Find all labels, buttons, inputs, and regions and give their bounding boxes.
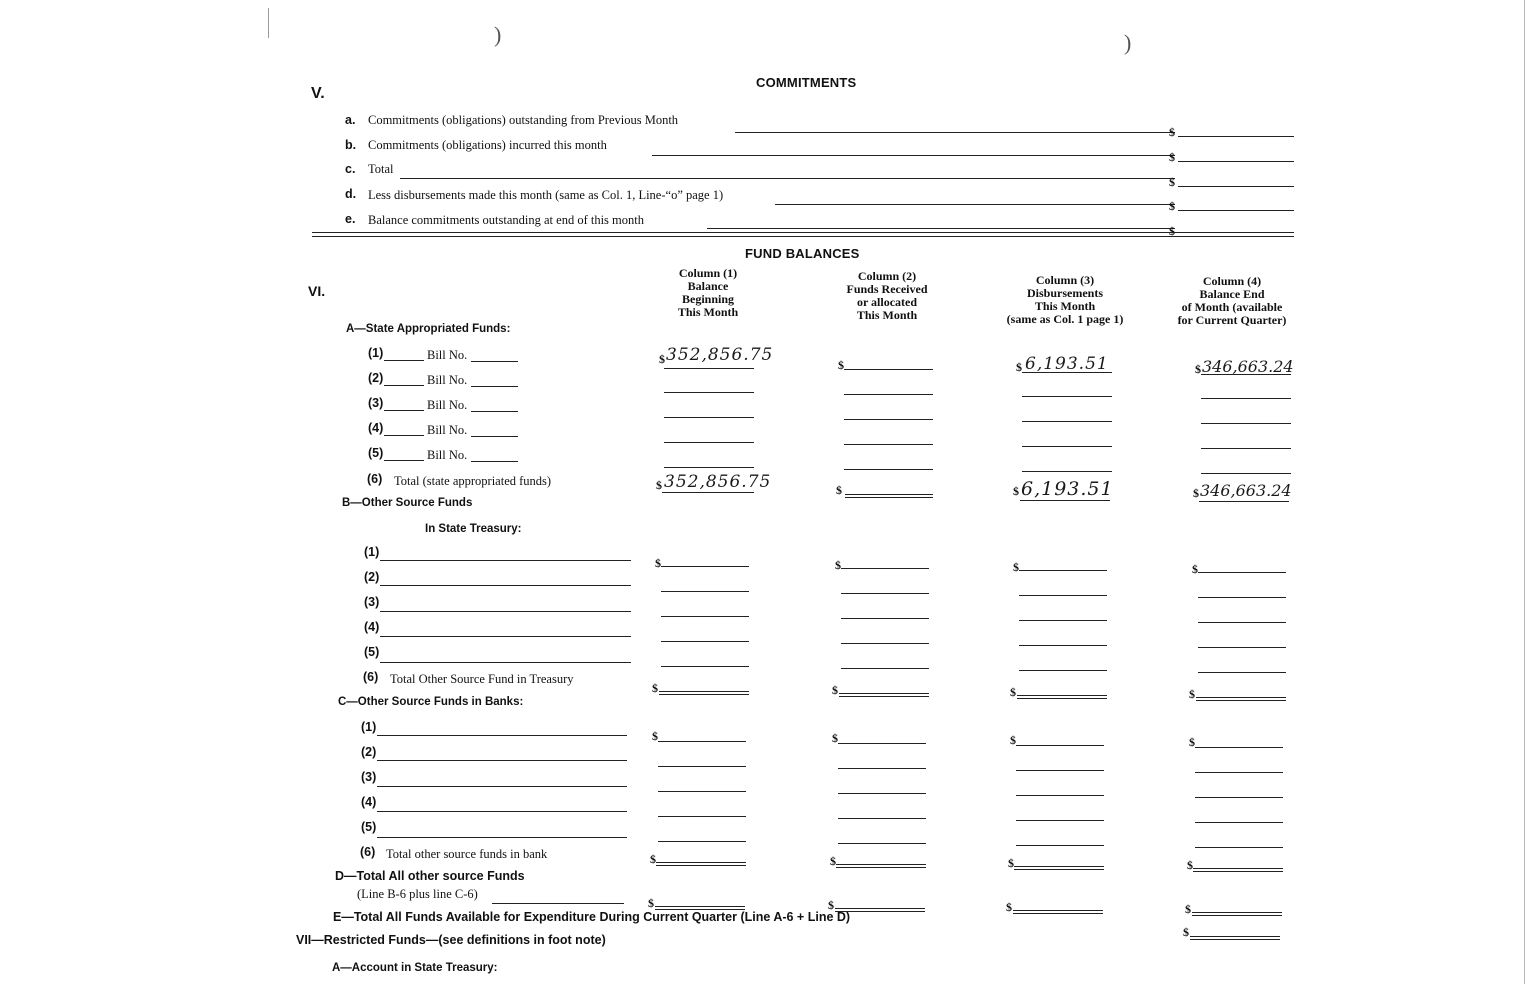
b-row-col3-field[interactable] [1019,570,1107,571]
b-row-number: (2) [364,570,380,584]
b-row-description-field[interactable] [380,636,631,637]
c-row-col2-field[interactable] [838,818,926,819]
a-row-leader [384,460,424,461]
b-row-col4-field[interactable] [1198,672,1286,673]
commit-letter-d: d. [345,187,357,201]
a-row-number: (4) [368,421,384,435]
a6-col4-value[interactable]: 346,663.24 [1200,481,1292,500]
a6-col3-value[interactable]: 6,193.51 [1021,478,1114,500]
b6-col2-dollar: $ [832,683,838,697]
section-b-sublabel: In State Treasury: [425,523,522,535]
commit-field-d[interactable] [1178,210,1294,211]
b6-col4-field-double [1196,700,1286,701]
c-row-description-field[interactable] [377,735,627,736]
a1-col3-dollar: $ [1016,360,1022,374]
section-d-sublabel: (Line B-6 plus line C-6) [357,887,478,901]
commitments-title: COMMITMENTS [756,75,857,90]
b-row-description-field[interactable] [380,611,631,612]
a-row-col2-field[interactable] [844,419,933,420]
a-row-col4-field[interactable] [1201,398,1291,399]
scan-edge-mark [268,8,269,38]
b6-col3-dollar: $ [1010,685,1016,699]
commit-leader-c [400,178,1175,179]
a-row-col2-field[interactable] [844,394,933,395]
d-col2-field-double [835,911,925,912]
a-row-col3-field[interactable] [1022,471,1112,472]
d-col1-field[interactable] [655,906,745,907]
column-3-header: Column (3) Disbursements This Month (same as Col. 1 page 1) [1006,273,1124,326]
a-row-leader [384,360,424,361]
c6-col3-field-double [1014,869,1104,870]
commit-field-a[interactable] [1178,136,1294,137]
c6-label: Total other source funds in bank [386,847,548,861]
b-row-col4-field[interactable] [1198,572,1286,573]
a1-col4-dollar: $ [1195,362,1201,376]
b-row-col3-field[interactable] [1019,645,1107,646]
a-row-col4-field[interactable] [1201,473,1291,474]
b-row-description-field[interactable] [380,662,631,663]
a-row-col4-underline [1201,374,1291,375]
a-row-text: Bill No. [427,423,468,437]
d-col3-field[interactable] [1013,910,1103,911]
c-row-number: (1) [361,720,377,734]
c-row-description-field[interactable] [377,760,627,761]
commit-text-a: Commitments (obligations) outstanding from Previous Month [368,113,679,127]
column-2-header: Column (2) Funds Received or allocated This Month [846,269,928,322]
b-row-col2-field[interactable] [841,643,929,644]
a-row-billno-field[interactable] [471,436,518,437]
b6-col1-dollar: $ [652,681,658,695]
a6-col2-field[interactable] [845,494,933,495]
b-row-col3-field[interactable] [1019,670,1107,671]
b-row-col2-dollar: $ [835,558,841,572]
a6-col1-dollar: $ [656,478,662,492]
a6-col3-dollar: $ [1013,484,1019,498]
section-e-label: E—Total All Funds Available for Expenditure During Current Quarter (Line A-6 + Line D) [333,910,851,924]
a-row-text: Bill No. [427,348,468,362]
a6-col1-underline [662,492,754,493]
c-row-number: (4) [361,795,377,809]
b-row-number: (3) [364,595,380,609]
c6-col2-field-double [836,867,926,868]
commit-leader-a [735,132,1175,133]
column-1-header: Column (1) Balance Beginning This Month [677,266,739,319]
d-col4-field-double [1192,915,1282,916]
b6-label: Total Other Source Fund in Treasury [390,672,574,686]
c6-col2-field[interactable] [836,864,926,865]
commit-dollar-a: $ [1169,125,1175,139]
c-row-col1-dollar: $ [652,729,658,743]
c-row-description-field[interactable] [377,786,627,787]
b-row-col2-field[interactable] [841,668,929,669]
c-row-col1-field[interactable] [658,766,746,767]
c-row-col2-field[interactable] [838,743,926,744]
c-row-number: (2) [361,745,377,759]
b-row-col4-field[interactable] [1198,622,1286,623]
a6-col3-underline [1020,500,1110,501]
section-vii-label: VII—Restricted Funds—(see definitions in foot note) [296,933,606,947]
commit-dollar-c: $ [1169,175,1175,189]
c-row-col3-field[interactable] [1016,845,1104,846]
a-row-col4-field[interactable] [1201,448,1291,449]
e-col4-field-double [1190,939,1280,940]
c-row-description-field[interactable] [377,811,627,812]
a-row-billno-field[interactable] [471,461,518,462]
b6-col2-field[interactable] [839,693,929,694]
section-divider-bottom [312,236,1294,237]
a1-col3-value[interactable]: 6,193.51 [1025,354,1109,374]
a6-col4-dollar: $ [1193,486,1199,500]
c6-number: (6) [360,845,376,859]
c-row-col4-field[interactable] [1195,797,1283,798]
c-row-col3-dollar: $ [1010,733,1016,747]
a-row-text: Bill No. [427,448,468,462]
c-row-col4-field[interactable] [1195,822,1283,823]
commit-dollar-d: $ [1169,199,1175,213]
b-row-col2-field[interactable] [841,618,929,619]
a-row-col3-field[interactable] [1022,446,1112,447]
c-row-col2-field[interactable] [838,793,926,794]
c-row-col2-field[interactable] [838,843,926,844]
a6-number: (6) [367,472,383,486]
b-row-col2-field[interactable] [841,568,929,569]
b6-col4-dollar: $ [1189,687,1195,701]
a-row-text: Bill No. [427,398,468,412]
b-row-col1-field[interactable] [661,666,749,667]
c-row-description-field[interactable] [377,837,627,838]
fund-balances-title: FUND BALANCES [745,246,860,261]
section-c-label: C—Other Source Funds in Banks: [338,696,524,708]
c-row-col4-dollar: $ [1189,735,1195,749]
a-row-text: Bill No. [427,373,468,387]
a-row-number: (2) [368,371,384,385]
b-row-col1-field[interactable] [661,641,749,642]
c-row-col1-field[interactable] [658,841,746,842]
b-row-description-field[interactable] [380,560,631,561]
c-row-col3-field[interactable] [1016,795,1104,796]
c-row-col4-field[interactable] [1195,747,1283,748]
a-row-col2-field[interactable] [844,469,933,470]
d-col4-field[interactable] [1192,912,1282,913]
a-row-col2-field[interactable] [844,444,933,445]
b-row-col4-field[interactable] [1198,597,1286,598]
commit-dollar-b: $ [1169,150,1175,164]
a-row-billno-field[interactable] [471,361,518,362]
c-row-col3-field[interactable] [1016,820,1104,821]
b-row-number: (4) [364,620,380,634]
b-row-col2-field[interactable] [841,593,929,594]
d-col1-field-double [655,909,745,910]
d-col2-field[interactable] [835,908,925,909]
b6-col1-field-double [659,694,749,695]
d-col3-dollar: $ [1006,900,1012,914]
c-row-col3-field[interactable] [1016,745,1104,746]
d-col2-dollar: $ [828,898,834,912]
section-b-label: B—Other Source Funds [342,497,473,509]
section-v-number: V. [311,85,325,102]
a-row-col2-field[interactable] [844,369,933,370]
scan-right-edge [1524,0,1525,984]
scan-paren-mark: ) [1124,30,1132,55]
commit-dollar-e: $ [1169,224,1175,238]
section-vi-number: VI. [308,283,326,299]
commit-text-e: Balance commitments outstanding at end of this month [368,213,644,227]
b-row-col3-field[interactable] [1019,620,1107,621]
c-row-col4-field[interactable] [1195,772,1283,773]
a-row-billno-field[interactable] [471,411,518,412]
c-row-col2-dollar: $ [832,731,838,745]
commit-letter-e: e. [345,212,356,226]
commit-leader-d [775,204,1175,205]
commit-text-d: Less disbursements made this month (same as Col. 1, Line-“o” page 1) [368,188,724,202]
c6-col1-field-double [656,865,746,866]
c6-col3-field[interactable] [1014,866,1104,867]
section-vii-sub: A—Account in State Treasury: [332,962,498,974]
d-col3-field-double [1013,913,1103,914]
c6-col1-field[interactable] [656,862,746,863]
b-row-col1-field[interactable] [661,591,749,592]
a-row-billno-field[interactable] [471,386,518,387]
d-col1-dollar: $ [648,896,654,910]
a-row-col1-field[interactable] [664,467,754,468]
c-row-col1-field[interactable] [658,816,746,817]
a6-col1-value[interactable]: 352,856.75 [664,472,772,492]
section-a-label: A—State Appropriated Funds: [346,323,511,335]
c6-col4-field[interactable] [1193,868,1283,869]
a-row-col1-field[interactable] [664,392,754,393]
a-row-col3-field[interactable] [1022,421,1112,422]
commit-leader-e [707,228,1175,229]
b-row-col1-field[interactable] [661,566,749,567]
commit-letter-b: b. [345,138,357,152]
a6-label: Total (state appropriated funds) [394,474,552,488]
b-row-number: (1) [364,545,380,559]
a1-col1-value[interactable]: 352,856.75 [666,345,774,365]
b-row-col4-field[interactable] [1198,647,1286,648]
b6-col3-field-double [1017,698,1107,699]
c-row-number: (5) [361,820,377,834]
b6-col4-field[interactable] [1196,697,1286,698]
section-divider-top [312,232,1294,233]
a-row-number: (3) [368,396,384,410]
a-row-col3-underline [1022,372,1112,373]
a1-col1-dollar: $ [659,352,665,366]
c-row-col3-field[interactable] [1016,770,1104,771]
b6-col3-field[interactable] [1017,695,1107,696]
a6-col4-underline [1199,501,1289,502]
commit-field-b[interactable] [1178,161,1294,162]
a-row-leader [384,435,424,436]
a-row-col1-underline [664,368,754,369]
commit-letter-c: c. [345,162,356,176]
commit-field-c[interactable] [1178,186,1294,187]
c6-col2-dollar: $ [830,854,836,868]
scan-paren-mark: ) [494,22,502,47]
c-row-col2-field[interactable] [838,768,926,769]
b-row-col3-dollar: $ [1013,560,1019,574]
c6-col4-dollar: $ [1187,858,1193,872]
b6-col1-field[interactable] [659,691,749,692]
c-row-col4-field[interactable] [1195,847,1283,848]
a1-col4-value[interactable]: 346,663.24 [1202,357,1294,376]
commit-letter-a: a. [345,113,356,127]
b-row-col1-dollar: $ [655,556,661,570]
b-row-description-field[interactable] [380,585,631,586]
commit-text-c: Total [368,162,394,176]
commit-leader-b [652,155,1175,156]
section-d-label: D—Total All other source Funds [335,869,525,883]
section-d-leader [492,903,624,904]
a-row-col4-field[interactable] [1201,423,1291,424]
a-row-col1-field[interactable] [664,442,754,443]
b-row-number: (5) [364,645,380,659]
a-row-number: (1) [368,346,384,360]
a-row-leader [384,410,424,411]
d-col4-dollar: $ [1185,902,1191,916]
c-row-col1-field[interactable] [658,791,746,792]
e-col4-field[interactable] [1190,936,1280,937]
a6-col2-field-double [845,497,933,498]
a6-col2-dollar: $ [836,483,842,497]
c-row-col1-field[interactable] [658,741,746,742]
b-row-col3-field[interactable] [1019,595,1107,596]
b-row-col1-field[interactable] [661,616,749,617]
a-row-number: (5) [368,446,384,460]
commit-text-b: Commitments (obligations) incurred this month [368,138,607,152]
b6-col2-field-double [839,696,929,697]
c6-col4-field-double [1193,871,1283,872]
a-row-col1-field[interactable] [664,417,754,418]
b-row-col4-dollar: $ [1192,562,1198,576]
e-col4-dollar: $ [1183,925,1189,939]
c6-col1-dollar: $ [650,852,656,866]
b6-number: (6) [363,670,379,684]
column-4-header: Column (4) Balance End of Month (available for Current Quarter) [1177,274,1287,327]
a1-col2-dollar: $ [838,358,844,372]
c-row-number: (3) [361,770,377,784]
a-row-leader [384,385,424,386]
a-row-col3-field[interactable] [1022,396,1112,397]
c6-col3-dollar: $ [1008,856,1014,870]
